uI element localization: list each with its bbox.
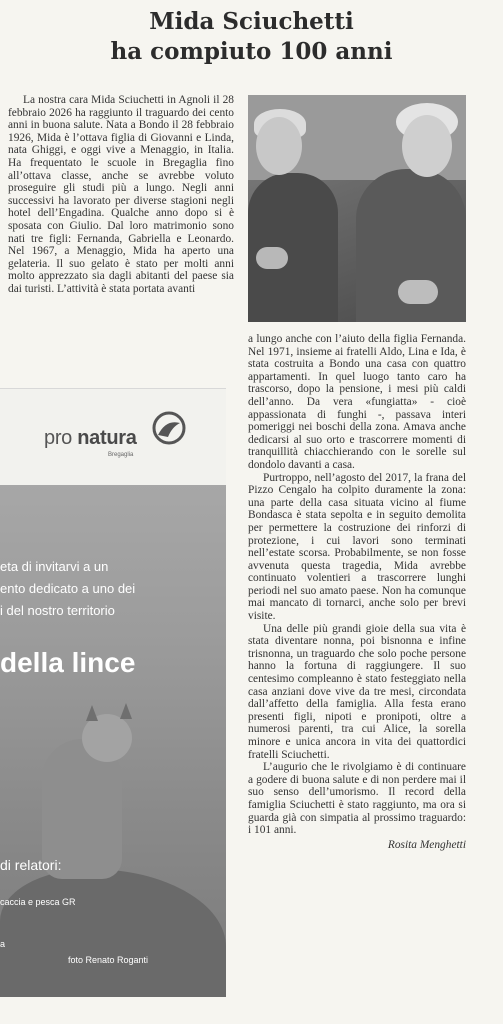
poster-text-line: ento dedicato a uno dei [0, 581, 136, 596]
article-column-left [8, 94, 234, 296]
logo-subtitle: Bregaglia [108, 452, 134, 458]
article-paragraph: a lungo anche con l’aiuto della figlia Fernanda. Nel 1971, insieme ai fratelli Aldo, Lina e Ida, è stata costruita a Bondo una casa con quattro appartamenti. In quel luogo tanto caro ha trascorso, dopo la pensione, i mesi più caldi dell’anno. Da vera «fungiatta» - cioè appassionata di funghi -, passava interi pomeriggi nei boschi della zona. Amava anche dedicarsi al suo orto e trascorrere momenti di tranquillità chiacchierando con le sorelle sul dondolo davanti a casa. [248, 333, 466, 471]
lynx-ear-illustration [86, 705, 98, 721]
poster-text-line: i del nostro territorio [0, 603, 115, 618]
pro-natura-advertisement [0, 388, 226, 997]
portrait-photo [248, 95, 466, 322]
article-column-right [248, 333, 466, 851]
article-paragraph: Purtroppo, nell’agosto del 2017, la frana del Pizzo Cengalo ha colpito duramente la zona: una parte della casa situata vicino al fiume Bondasca è stata sepolta e in seguito demolita per permettere la costruzione dei rinforzi di protezione, i cui lavori sono terminati nell’estate scorsa. Probabilmente, se non fosse avvenuta questa tragedia, Mida avrebbe continuato volentieri a trascorrere lunghi periodi nel suo amato paese. Non ha comunque mai mancato di tornarci, anche solo per brevi visite. [248, 471, 466, 623]
photo-credit: foto Renato Roganti [68, 955, 149, 965]
pro-natura-logo-text [44, 427, 137, 450]
poster-speaker: a [0, 939, 6, 949]
article-paragraph: L’augurio che le rivolgiamo è di continuare a godere di buona salute e di non perdere mai il suo senso dell’umorismo. Il record della famiglia Sciuchetti è stato raggiunto, ma ora si guarda già con simpatia al prossimo traguardo: i 101 anni. [248, 761, 466, 837]
poster-title: della lince [0, 647, 136, 678]
lynx-head-illustration [82, 714, 132, 762]
article-paragraph: La nostra cara Mida Sciuchetti in Agnoli il 28 febbraio 2026 ha raggiunto il traguardo dei cento anni in buona salute. Nata a Bondo il 28 febbraio 1926, Mida è l’ottava figlia di Giovanni e Linda, nata Ghiggi, e oggi vive a Menaggio, in Italia. Ha frequentato le scuole in Bregaglia fino all’ottava classe, anche se avrebbe voluto proseguire gli studi più a lungo. Negli anni successivi ha lavorato per diverse stagioni negli hotel dell’Engadina. Qualche anno dopo si è sposata con Giulio. Dal loro matrimonio sono nati tre figli: Fernanda, Gabriella e Leonardo. Nel 1967, a Menaggio, Mida ha aperto una gelateria. Il suo gelato è stato per molti anni molto apprezzato sia dagli abitanti del paese sia dai turisti. L’attività è stata portata avanti [8, 94, 234, 295]
headline-line-1: Mida Sciuchetti [149, 8, 354, 35]
byline: Rosita Menghetti [387, 838, 466, 851]
logo-word-pro: pro [44, 427, 78, 449]
pro-natura-logo-icon [152, 411, 186, 445]
article-paragraph: Una delle più grandi gioie della sua vita è stata diventare nonna, poi bisnonna e infine trisnonna, un traguardo che solo poche persone hanno la fortuna di raggiungere. Il suo centesimo compleanno è stato festeggiato nella casa anziani dove vive da tre mesi, circondata dall’affetto della famiglia. Alla festa erano presenti figli, nipoti e pronipoti, oltre a numerosi parenti, tra cui Alice, la sorella minore e unica ancora in vita dei quattordici fratelli Sciuchetti. [248, 622, 466, 761]
logo-word-natura: natura [77, 427, 137, 449]
lynx-ear-illustration [120, 703, 132, 719]
headline-line-2: ha compiuto 100 anni [110, 38, 393, 65]
poster-text-line: eta di invitarvi a un [0, 559, 109, 574]
rocks-illustration [0, 869, 226, 997]
poster-speaker: caccia e pesca GR [0, 897, 76, 907]
poster-speakers-heading: di relatori: [0, 857, 62, 873]
